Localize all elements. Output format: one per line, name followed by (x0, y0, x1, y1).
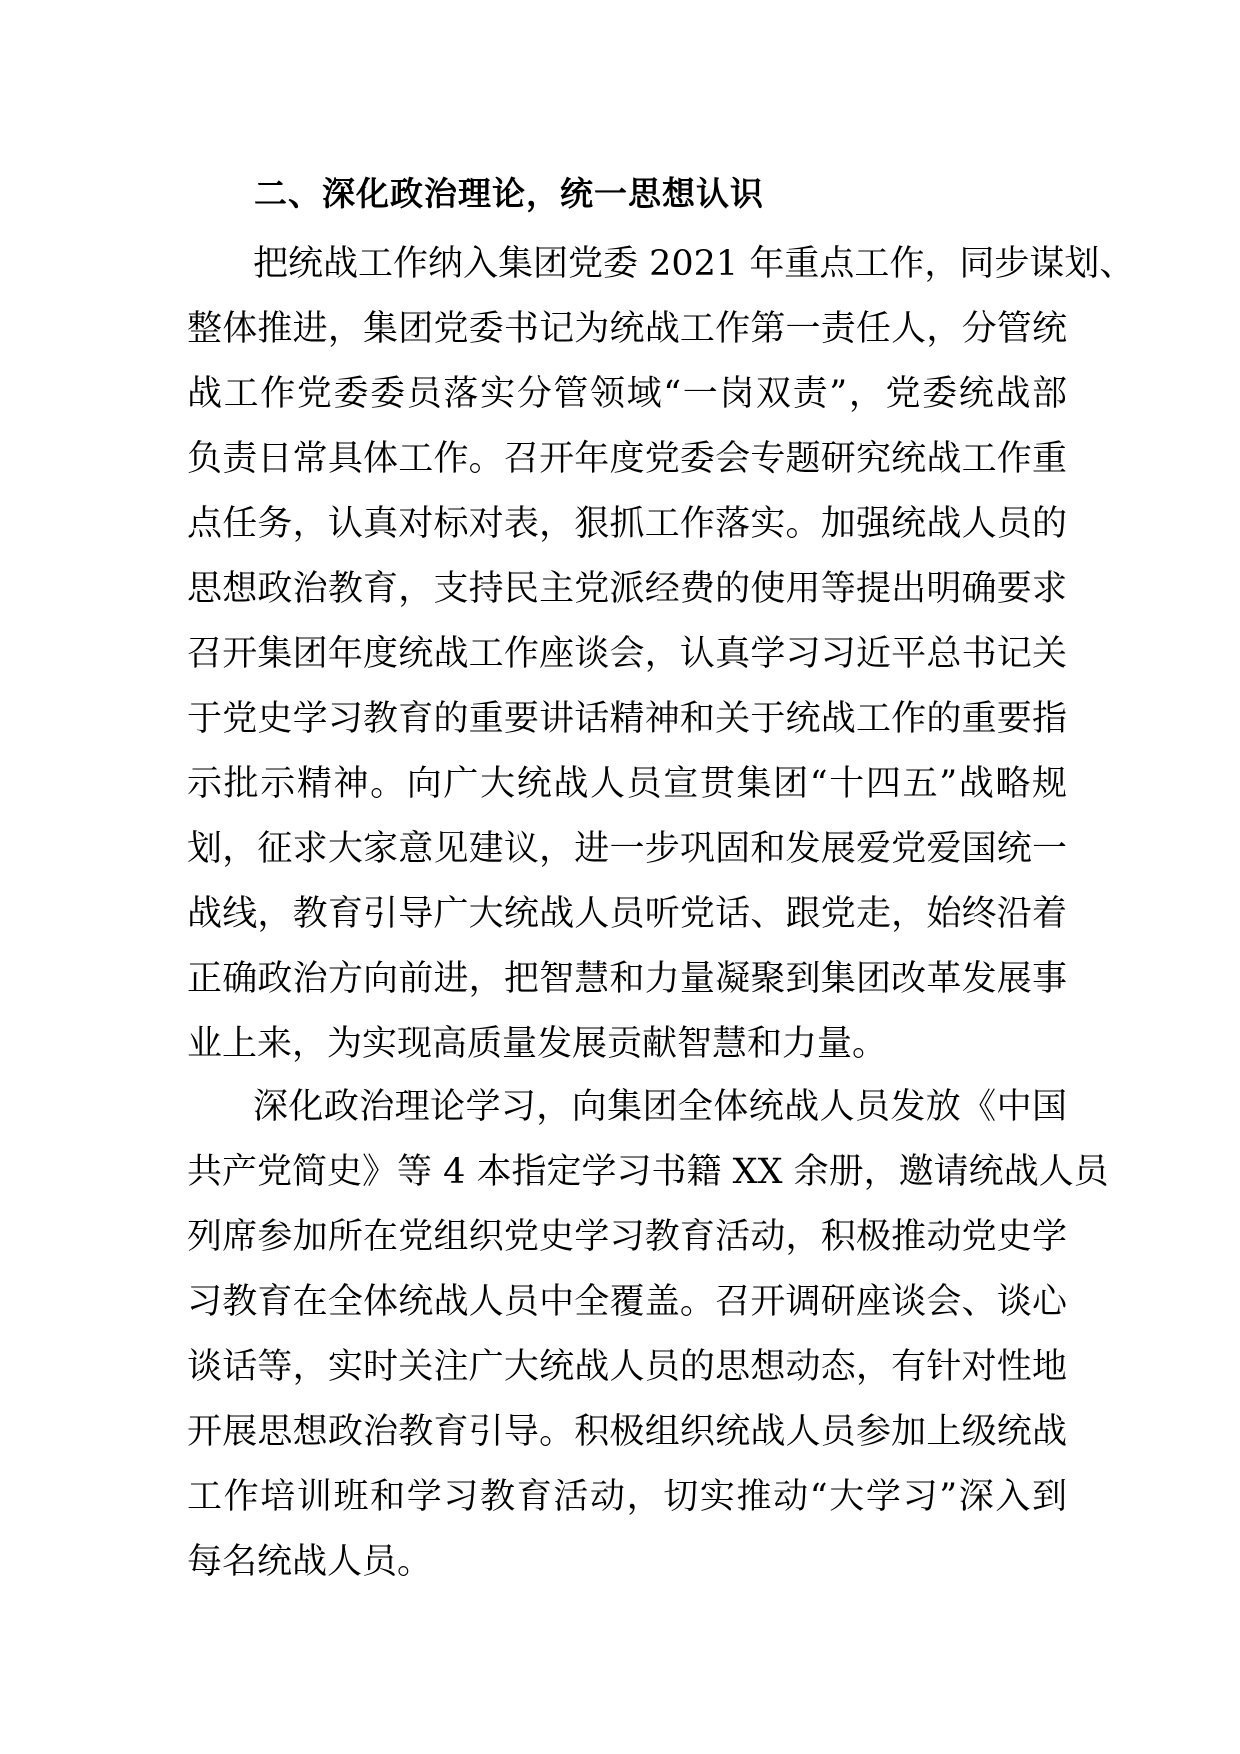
paragraph-line: 把统战工作纳入集团党委 2021 年重点工作，同步谋划、 (253, 244, 1135, 284)
paragraph-line: 共产党简史》等 4 本指定学习书籍 XX 余册，邀请统战人员 (187, 1152, 1109, 1192)
paragraph-line: 深化政治理论学习，向集团全体统战人员发放《中国 (253, 1087, 1067, 1127)
paragraph-line: 列席参加所在党组织党史学习教育活动，积极推动党史学 (187, 1217, 1067, 1257)
paragraph-line: 习教育在全体统战人员中全覆盖。召开调研座谈会、谈心 (187, 1282, 1067, 1322)
paragraph-1 (187, 232, 1135, 1077)
paragraph-line: 思想政治教育，支持民主党派经费的使用等提出明确要求 (187, 569, 1067, 609)
paragraph-line: 于党史学习教育的重要讲话精神和关于统战工作的重要指 (187, 699, 1067, 739)
paragraph-line: 工作培训班和学习教育活动，切实推动“大学习”深入到 (187, 1477, 1067, 1517)
paragraph-2 (187, 1075, 1109, 1595)
paragraph-line: 负责日常具体工作。召开年度党委会专题研究统战工作重 (187, 439, 1067, 479)
paragraph-line: 战线，教育引导广大统战人员听党话、跟党走，始终沿着 (187, 894, 1067, 934)
paragraph-line: 整体推进，集团党委书记为统战工作第一责任人，分管统 (187, 309, 1067, 349)
paragraph-line: 点任务，认真对标对表，狠抓工作落实。加强统战人员的 (187, 504, 1067, 544)
paragraph-line: 战工作党委委员落实分管领域“一岗双责”，党委统战部 (187, 374, 1067, 414)
paragraph-line: 划，征求大家意见建议，进一步巩固和发展爱党爱国统一 (187, 829, 1067, 869)
paragraph-line: 示批示精神。向广大统战人员宣贯集团“十四五”战略规 (187, 764, 1067, 804)
paragraph-line: 每名统战人员。 (187, 1542, 433, 1582)
section-heading: 二、深化政治理论，统一思想认识 (254, 174, 764, 213)
paragraph-line: 召开集团年度统战工作座谈会，认真学习习近平总书记关 (187, 634, 1067, 674)
paragraph-line: 业上来，为实现高质量发展贡献智慧和力量。 (187, 1024, 888, 1064)
paragraph-line: 开展思想政治教育引导。积极组织统战人员参加上级统战 (187, 1412, 1067, 1452)
paragraph-line: 谈话等，实时关注广大统战人员的思想动态，有针对性地 (187, 1347, 1067, 1387)
paragraph-line: 正确政治方向前进，把智慧和力量凝聚到集团改革发展事 (187, 959, 1067, 999)
